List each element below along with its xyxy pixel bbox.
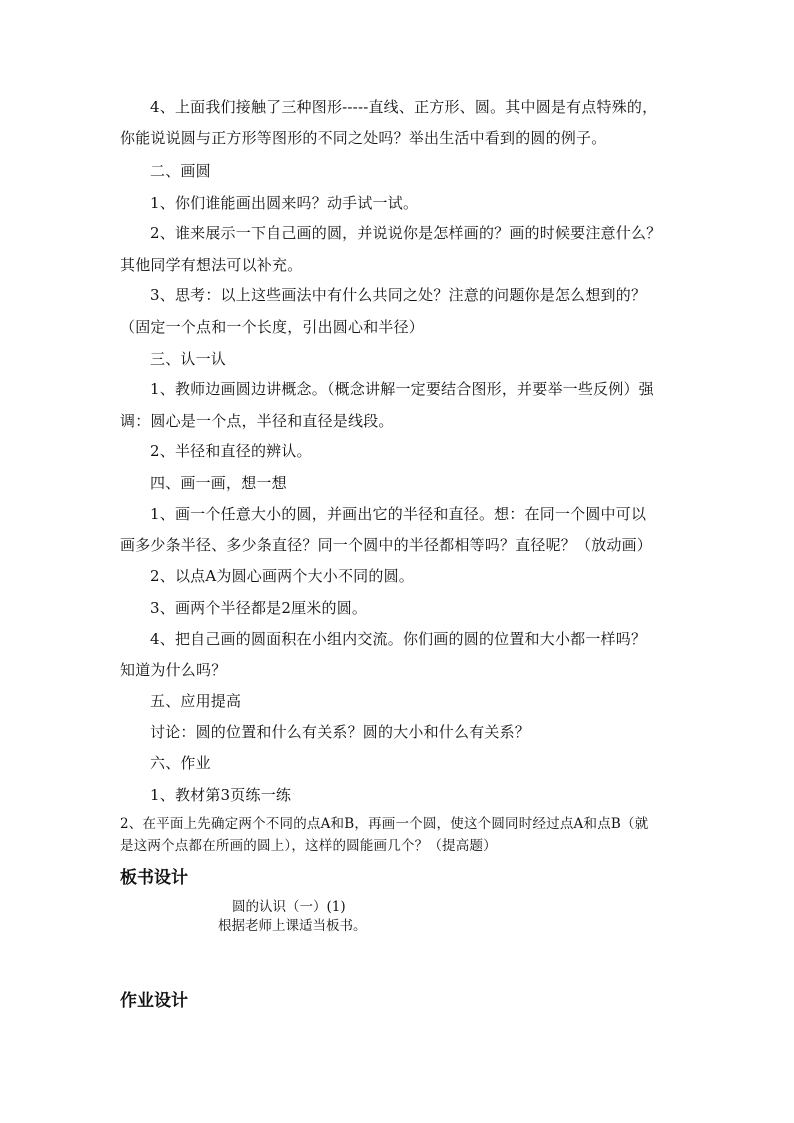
paragraph-line: 调：圆心是一个点，半径和直径是线段。 <box>120 412 394 430</box>
paragraph-line: 2、以点A为圆心画两个大小不同的圆。 <box>150 567 414 585</box>
paragraph-line: 画多少条半径、多少条直径？同一个圆中的半径都相等吗？直径呢？（放动画） <box>120 536 653 554</box>
homework-design-heading: 作业设计 <box>120 991 188 1011</box>
paragraph-line: 1、你们谁能画出圆来吗？动手试一试。 <box>150 194 419 212</box>
paragraph-line: 1、教师边画圆边讲概念。（概念讲解一定要结合图形，并要举一些反例）强 <box>150 380 654 398</box>
paragraph-line: 4、把自己画的圆面积在小组内交流。你们画的圆的位置和大小都一样吗？ <box>150 630 647 648</box>
section-heading: 四、画一画，想一想 <box>150 474 287 492</box>
paragraph-line: （固定一个点和一个长度，引出圆心和半径） <box>120 318 425 336</box>
section-heading: 二、画圆 <box>150 162 211 180</box>
paragraph-line: 3、画两个半径都是2厘米的圆。 <box>150 599 368 617</box>
board-title: 圆的认识（一）(1) <box>232 899 346 915</box>
board-note: 根据老师上课适当板书。 <box>218 918 367 934</box>
paragraph-line: 2、在平面上先确定两个不同的点A和B，再画一个圆，使这个圆同时经过点A和点B（就 <box>120 816 649 832</box>
paragraph-line: 讨论：圆的位置和什么有关系？圆的大小和什么有关系？ <box>150 723 531 741</box>
section-heading: 六、作业 <box>150 754 211 772</box>
board-design-heading: 板书设计 <box>120 868 188 888</box>
paragraph-line: 2、半径和直径的辨认。 <box>150 442 312 460</box>
section-heading: 三、认一认 <box>150 350 227 368</box>
paragraph-line: 你能说说圆与正方形等图形的不同之处吗？举出生活中看到的圆的例子。 <box>120 129 607 147</box>
paragraph-line: 1、教材第3页练一练 <box>150 786 292 804</box>
paragraph-line: 4、上面我们接触了三种图形-----直线、正方形、圆。其中圆是有点特殊的， <box>150 98 658 116</box>
paragraph-line: 是这两个点都在所画的圆上），这样的圆能画几个？（提高题） <box>120 838 497 854</box>
section-heading: 五、应用提高 <box>150 692 242 710</box>
paragraph-line: 知道为什么吗？ <box>120 661 227 679</box>
paragraph-line: 2、谁来展示一下自己画的圆，并说说你是怎样画的？画的时候要注意什么？ <box>150 224 662 242</box>
paragraph-line: 1、画一个任意大小的圆，并画出它的半径和直径。想：在同一个圆中可以 <box>150 505 647 523</box>
paragraph-line: 3、思考：以上这些画法中有什么共同之处？注意的问题你是怎么想到的？ <box>150 286 647 304</box>
paragraph-line: 其他同学有想法可以补充。 <box>120 256 303 274</box>
